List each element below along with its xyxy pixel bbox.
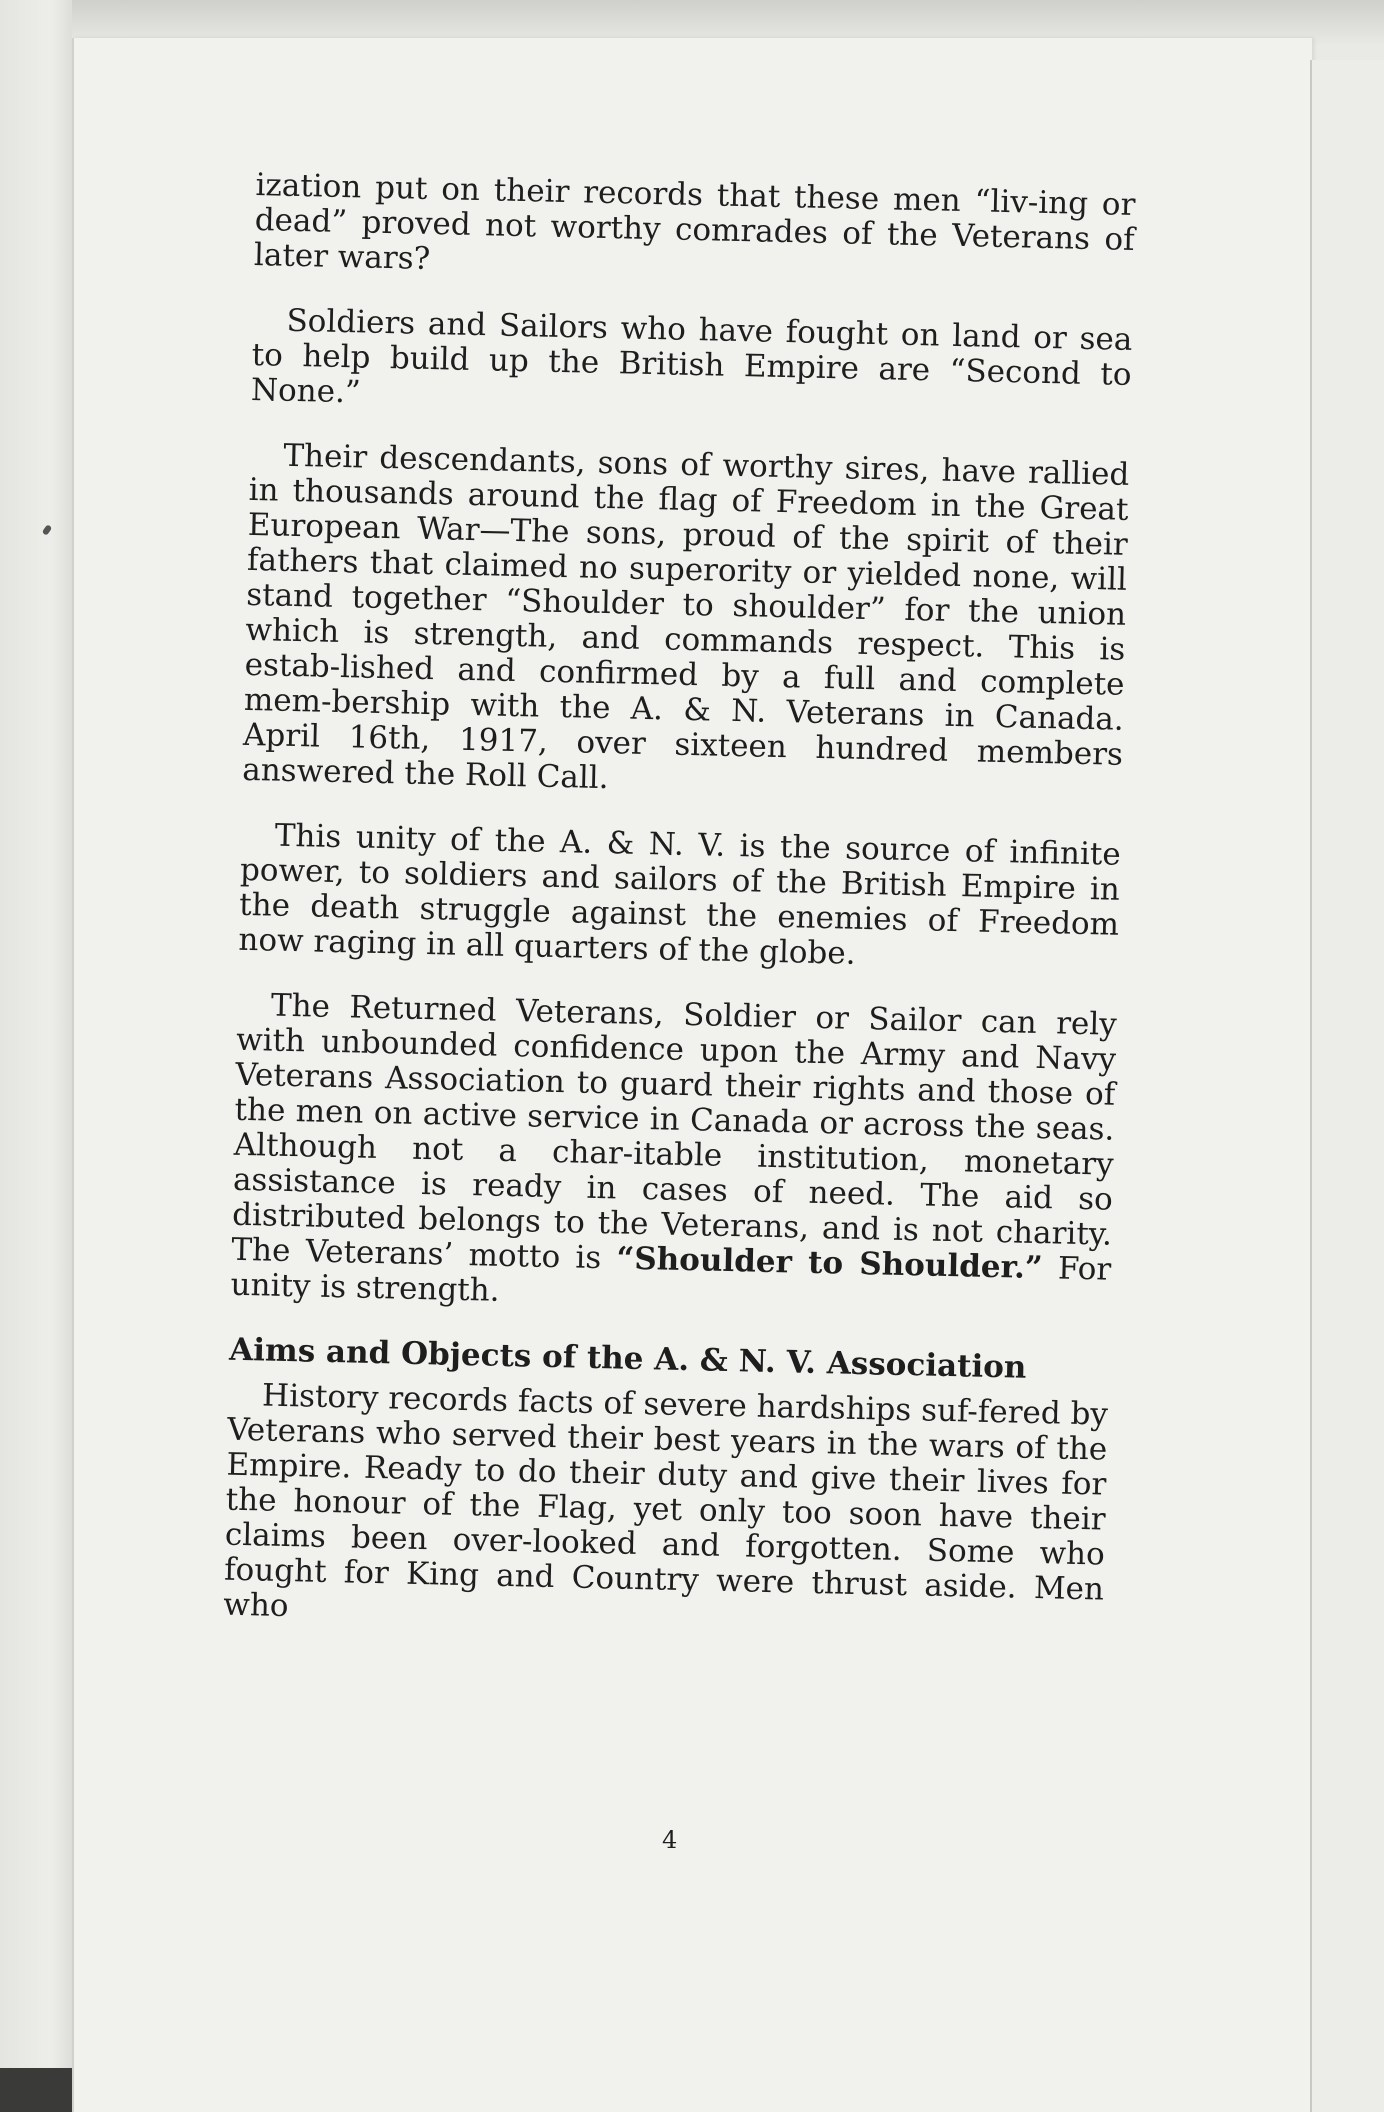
paragraph-2: Soldiers and Sailors who have fought on land or sea to help build up the British Empire are “Second to None.” [250, 302, 1133, 411]
paragraph-1: ization put on their records that these men “liv-ing or dead” proved not worthy comrades of the Veterans of later wars? [253, 167, 1136, 277]
motto-text: “Shoulder to Shoulder.” [616, 1240, 1044, 1287]
scan-left-margin [0, 0, 72, 2112]
paragraph-5-ending: For unity is strength. [230, 1250, 1112, 1309]
scan-bottom-shadow [0, 2068, 72, 2112]
paragraph-5 [230, 988, 1117, 1323]
section-heading: Aims and Objects of the A. & N. V. Association [228, 1331, 1027, 1386]
paragraph-3: Their descendants, sons of worthy sires, have rallied in thousands around the flag of Freedom in the Great European War—The sons, proud of the spirit of their fathers that claimed no superority or yielded none, will stand together “Shoulder to shoulder” for the union which is strength, and commands respect. This is estab-lished and confirmed by a full and complete mem-bership with the A. & N. Veterans in Canada. April 16th, 1917, over sixteen hundred members answered the Roll Call. [241, 437, 1130, 797]
adjacent-page-edge [1310, 60, 1384, 2112]
paragraph-5-text: The Returned Veterans, Soldier or Sailor can rely with unbounded confidence upon the Army and Navy Veterans Association to guard their rights and those of the men on active service in Canada or across the seas. Although not a char-itable institution, monetary assistance is ready in cases of need. The aid so distributed belongs to the Veterans, and is not charity. The Veterans’ motto is [231, 987, 1118, 1277]
paragraph-6: History records facts of severe hardships suf-fered by Veterans who served their best years in the wars of the Empire. Ready to do their duty and give their lives for the honour of the Flag, yet only too soon have their claims been over-looked and forgotten. Some who fought for King and Country were thrust aside. Men who [222, 1377, 1109, 1625]
paragraph-4: This unity of the A. & N. V. is the source of infinite power, to soldiers and sailors of the British Empire in the death struggle against the enemies of Freedom now raging in all quarters of the globe. [238, 817, 1122, 972]
page-text-body [222, 168, 1135, 1673]
page-number: 4 [662, 1826, 678, 1854]
